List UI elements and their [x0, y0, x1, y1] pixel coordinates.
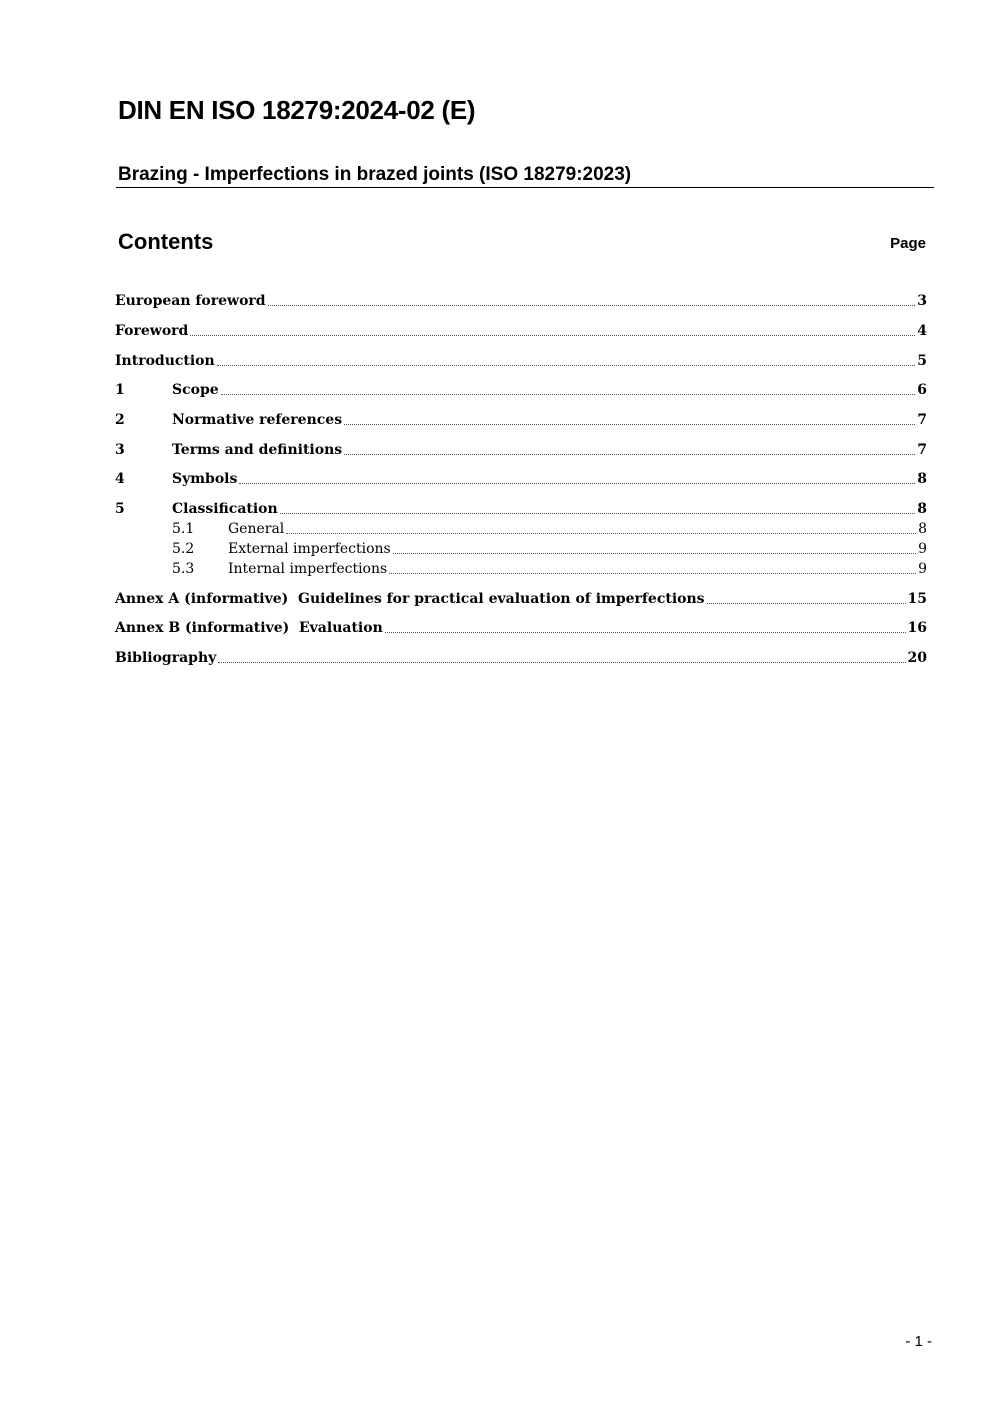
- document-id-title: DIN EN ISO 18279:2024-02 (E): [118, 95, 476, 125]
- document-subtitle: Brazing - Imperfections in brazed joints (ISO 18279:2023): [118, 164, 632, 185]
- dot-leader: [389, 572, 916, 574]
- toc-entry-title: Classification: [172, 501, 278, 517]
- dot-leader: [707, 602, 906, 604]
- toc-entry-number: 5.3: [172, 561, 195, 577]
- toc-entry-title: External imperfections: [228, 541, 391, 557]
- toc-entry-page: 5: [917, 353, 927, 369]
- toc-entry-title: General: [228, 521, 285, 537]
- dot-leader: [190, 334, 915, 336]
- toc-entry-page: 6: [917, 382, 927, 398]
- toc-entry-page: 15: [907, 591, 927, 607]
- toc-entry-title: European foreword: [115, 293, 266, 309]
- toc-entry-number: 4: [115, 471, 125, 487]
- dot-leader: [218, 661, 905, 663]
- toc-entry-page: 9: [918, 561, 927, 577]
- toc-entry-title: Scope: [172, 382, 219, 398]
- toc-entry-title: Internal imperfections: [228, 561, 388, 577]
- toc-entry-page: 8: [917, 501, 927, 517]
- toc-entry-general[interactable]: [115, 519, 927, 539]
- toc-entry-introduction[interactable]: [115, 351, 927, 371]
- toc-entry-bibliography[interactable]: [115, 648, 927, 668]
- footer-page-number: - 1 -: [905, 1333, 932, 1350]
- toc-entry-foreword[interactable]: [115, 321, 927, 341]
- toc-entry-title: Foreword: [115, 323, 189, 339]
- toc-entry-external-imperfections[interactable]: [115, 539, 927, 559]
- toc-entry-number: 2: [115, 412, 125, 428]
- toc-entry-page: 9: [918, 541, 927, 557]
- subtitle-underline-rule: [116, 187, 934, 188]
- toc-entry-page: 7: [917, 412, 927, 428]
- toc-entry-number: 3: [115, 442, 125, 458]
- toc-entry-title: Annex B (informative) Evaluation: [115, 620, 383, 636]
- toc-entry-symbols[interactable]: [115, 469, 927, 489]
- toc-entry-normative-references[interactable]: [115, 410, 927, 430]
- dot-leader: [344, 453, 915, 455]
- dot-leader: [385, 631, 906, 633]
- dot-leader: [268, 304, 916, 306]
- toc-entry-page: 3: [917, 293, 927, 309]
- toc-entry-title: Terms and definitions: [172, 442, 343, 458]
- dot-leader: [221, 393, 916, 395]
- toc-entry-classification[interactable]: [115, 499, 927, 519]
- dot-leader: [344, 423, 915, 425]
- toc-entry-title: Annex A (informative) Guidelines for practical evaluation of imperfections: [115, 591, 705, 607]
- page-column-label: Page: [890, 235, 926, 252]
- toc-entry-scope[interactable]: [115, 380, 927, 400]
- toc-entry-page: 4: [917, 323, 927, 339]
- contents-heading: Contents: [118, 229, 214, 254]
- toc-entry-page: 8: [918, 521, 927, 537]
- dot-leader: [393, 552, 916, 554]
- toc-entry-page: 20: [907, 650, 927, 666]
- toc-entry-page: 7: [917, 442, 927, 458]
- dot-leader: [217, 364, 916, 366]
- toc-entry-number: 1: [115, 382, 125, 398]
- toc-entry-internal-imperfections[interactable]: [115, 559, 927, 579]
- toc-entry-annex-a[interactable]: [115, 589, 927, 609]
- toc-entry-european-foreword[interactable]: [115, 291, 927, 311]
- toc-entry-page: 8: [917, 471, 927, 487]
- dot-leader: [286, 532, 916, 534]
- toc-entry-page: 16: [907, 620, 927, 636]
- toc-entry-number: 5: [115, 501, 125, 517]
- toc-entry-title: Introduction: [115, 353, 215, 369]
- toc-entry-title: Bibliography: [115, 650, 217, 666]
- toc-entry-terms-and-definitions[interactable]: [115, 440, 927, 460]
- dot-leader: [280, 512, 916, 514]
- toc-entry-annex-b[interactable]: [115, 618, 927, 638]
- toc-entry-title: Normative references: [172, 412, 343, 428]
- toc-entry-title: Symbols: [172, 471, 238, 487]
- toc-entry-number: 5.1: [172, 521, 195, 537]
- dot-leader: [239, 482, 915, 484]
- toc-entry-number: 5.2: [172, 541, 195, 557]
